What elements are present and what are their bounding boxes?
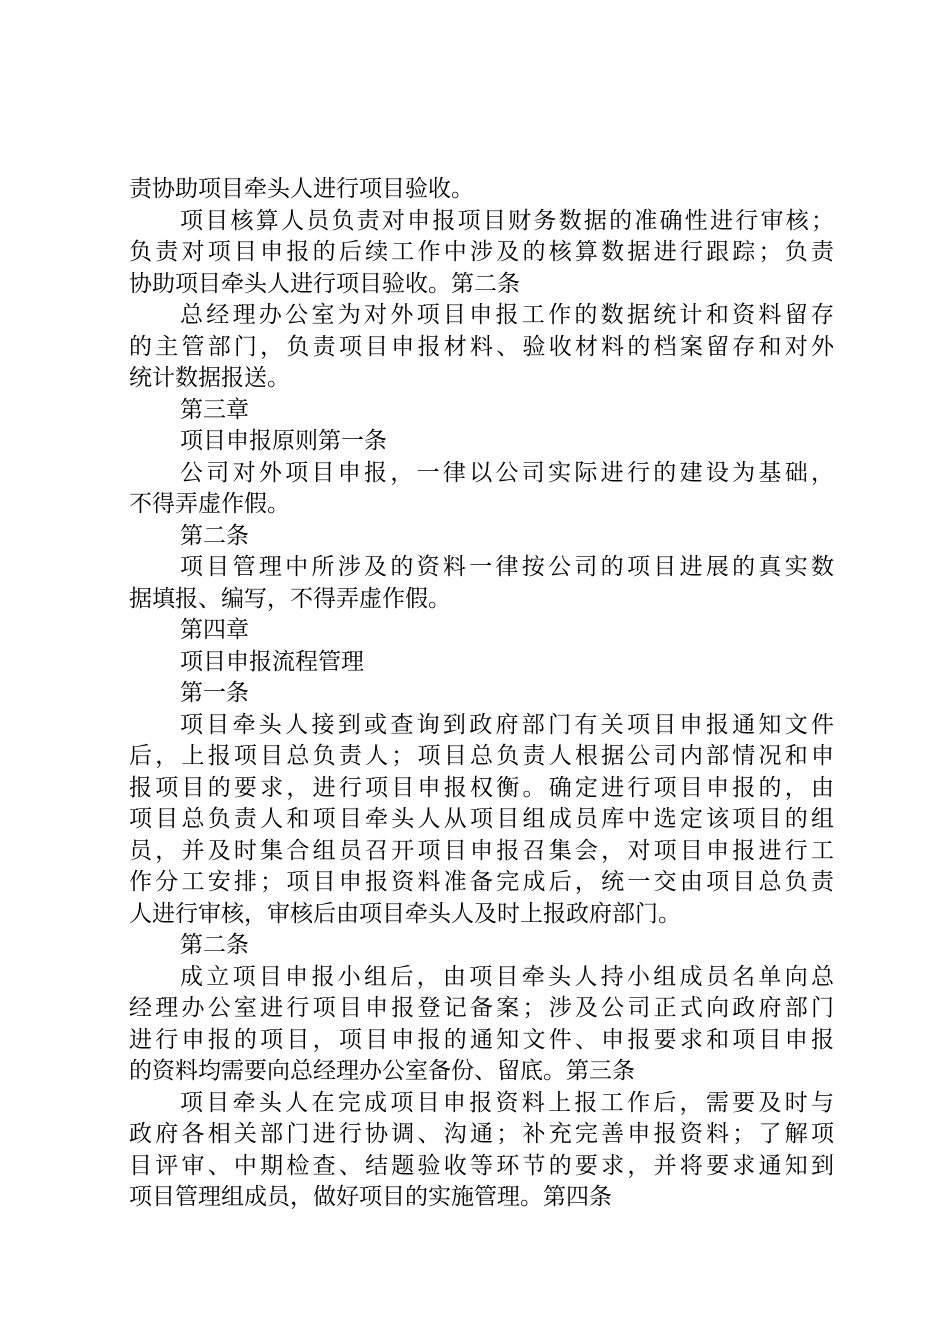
text-line: 作分工安排；项目申报资料准备完成后，统一交由项目总负责 — [129, 869, 834, 895]
text-line: 目评审、中期检查、结题验收等环节的要求，并将要求通知到 — [129, 1152, 834, 1179]
document-body — [129, 174, 834, 1214]
text-line: 协助项目牵头人进行项目验收。第二条 — [129, 270, 520, 297]
section-heading: 项目申报流程管理 — [180, 648, 364, 675]
text-line: 报项目的要求，进行项目申报权衡。确定进行项目申报的，由 — [129, 774, 834, 801]
article-heading: 第一条 — [180, 680, 249, 706]
text-line: 项目牵头人在完成项目申报资料上报工作后，需要及时与 — [180, 1089, 834, 1116]
chapter-heading: 第三章 — [180, 396, 249, 423]
text-line: 经理办公室进行项目申报登记备案；涉及公司正式向政府部门 — [129, 995, 834, 1021]
text-line: 统计数据报送。 — [129, 365, 290, 391]
text-line: 的主管部门，负责项目申报材料、验收材料的档案留存和对外 — [129, 333, 834, 360]
text-line: 项目管理中所涉及的资料一律按公司的项目进展的真实数 — [180, 554, 834, 580]
text-line: 项目总负责人和项目牵头人从项目组成员库中选定该项目的组 — [129, 806, 834, 832]
text-line: 负责对项目申报的后续工作中涉及的核算数据进行跟踪；负责 — [129, 239, 834, 265]
text-line: 项目牵头人接到或查询到政府部门有关项目申报通知文件 — [180, 711, 834, 738]
text-line: 据填报、编写，不得弄虚作假。 — [129, 585, 451, 612]
article-heading: 第二条 — [180, 932, 249, 958]
text-line: 人进行审核，审核后由项目牵头人及时上报政府部门。 — [129, 900, 681, 927]
text-line: 责协助项目牵头人进行项目验收。 — [129, 176, 474, 202]
text-line: 政府各相关部门进行协调、沟通；补充完善申报资料；了解项 — [129, 1121, 834, 1147]
text-line: 员，并及时集合组员召开项目申报召集会，对项目申报进行工 — [129, 837, 834, 864]
text-line: 的资料均需要向总经理办公室备份、留底。第三条 — [129, 1058, 635, 1084]
text-line: 后，上报项目总负责人；项目总负责人根据公司内部情况和申 — [129, 743, 834, 769]
text-line: 总经理办公室为对外项目申报工作的数据统计和资料留存 — [180, 302, 834, 328]
text-line: 不得弄虚作假。 — [129, 491, 290, 517]
text-line: 项目核算人员负责对申报项目财务数据的准确性进行审核； — [180, 207, 834, 234]
article-heading: 第二条 — [180, 522, 249, 549]
text-line: 成立项目申报小组后，由项目牵头人持小组成员名单向总 — [180, 963, 834, 990]
chapter-heading: 第四章 — [180, 617, 249, 643]
text-line: 项目管理组成员，做好项目的实施管理。第四条 — [129, 1184, 612, 1210]
text-line: 公司对外项目申报，一律以公司实际进行的建设为基础， — [180, 459, 834, 486]
section-heading: 项目申报原则第一条 — [180, 428, 387, 454]
text-line: 进行申报的项目，项目申报的通知文件、申报要求和项目申报 — [129, 1026, 834, 1053]
